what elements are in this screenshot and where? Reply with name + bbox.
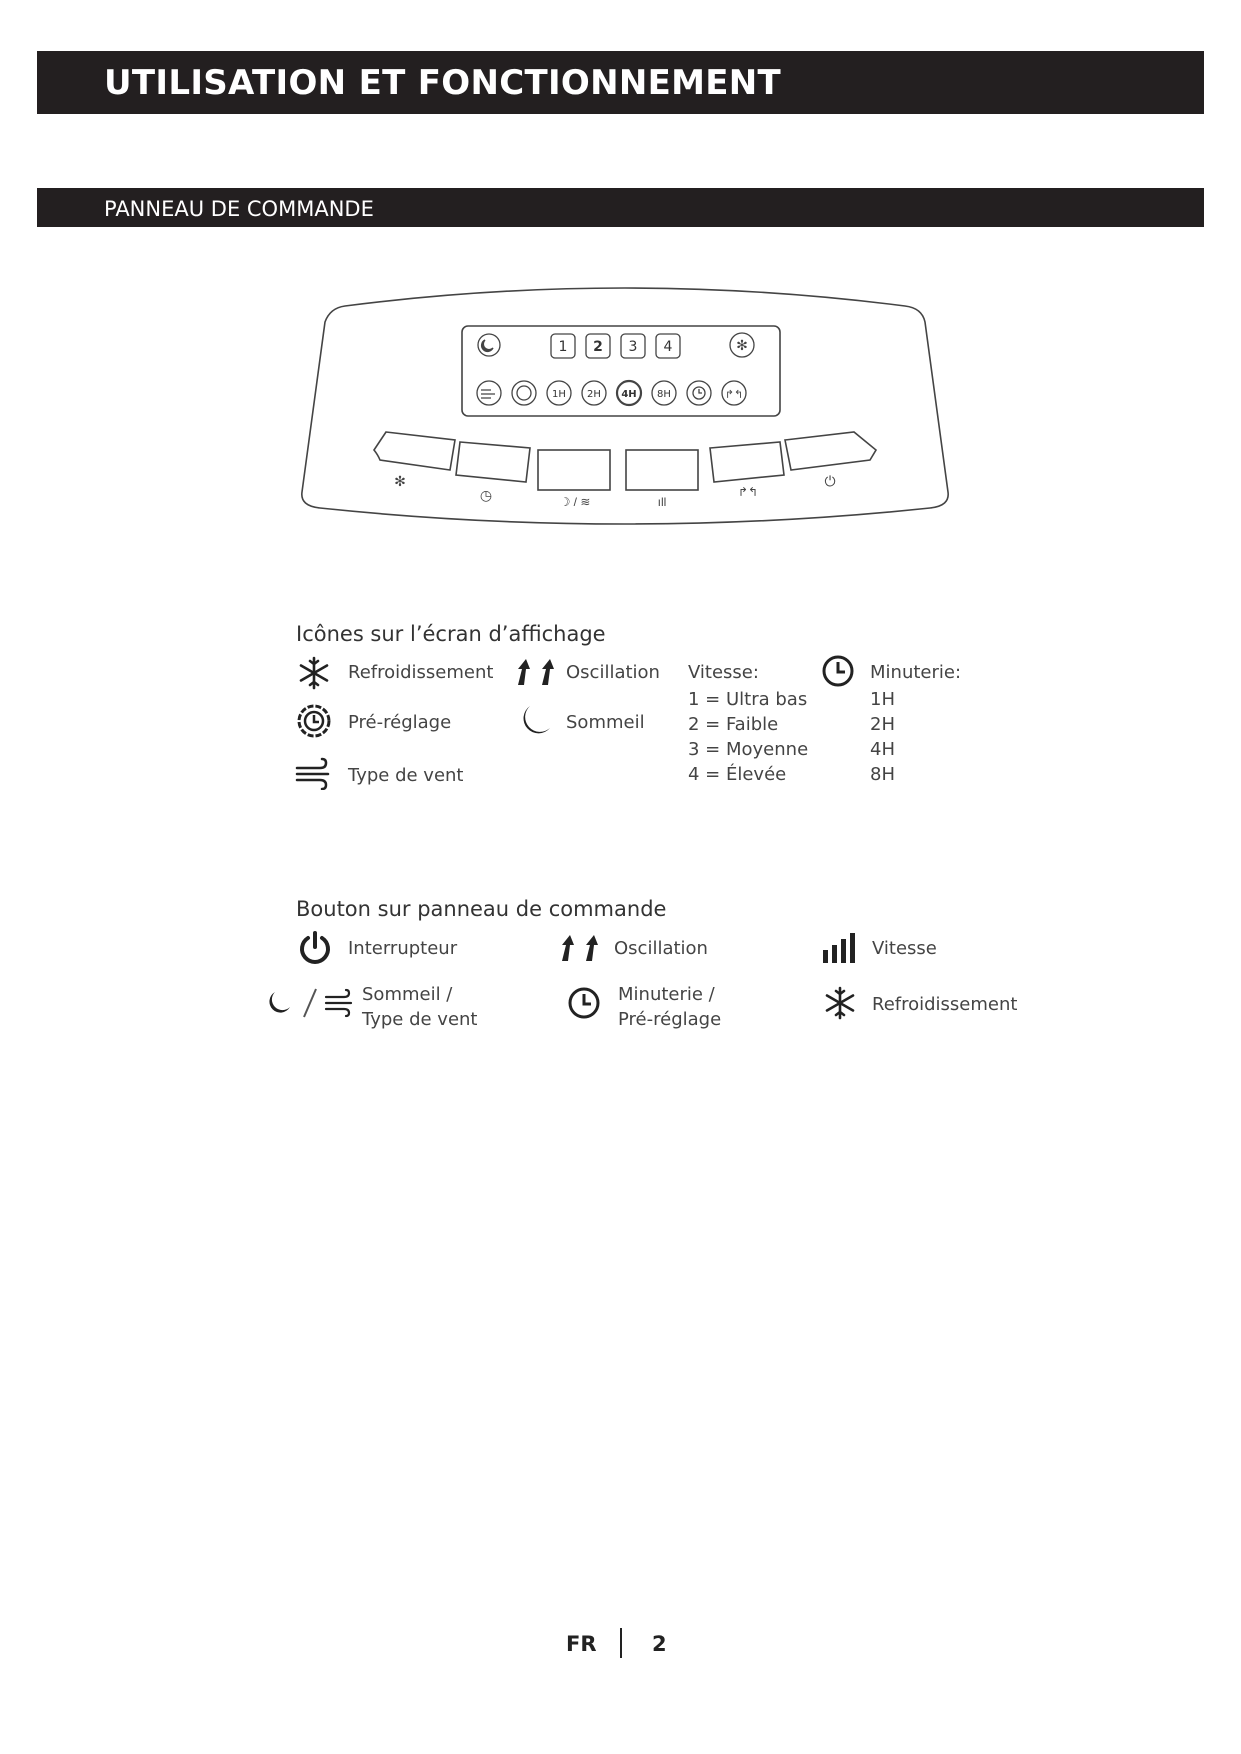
section-header <box>37 188 1204 227</box>
speed-button-label: Vitesse <box>872 938 937 959</box>
oscillation-button-icon <box>556 933 602 963</box>
speed-item: 2 = Faible <box>688 714 779 735</box>
cooling-button-label: Refroidissement <box>872 994 1018 1015</box>
speed-bars-icon <box>822 932 858 964</box>
display-timer-2h: 2H <box>587 389 601 400</box>
preset-icon <box>295 702 333 740</box>
snowflake-button-icon <box>822 985 858 1021</box>
wind-icon <box>294 756 334 790</box>
speed-title: Vitesse: <box>688 662 759 683</box>
svg-text:☽ / ≋: ☽ / ≋ <box>559 495 591 509</box>
power-icon <box>297 930 333 966</box>
sleep-wind-button-label: Sommeil / Type de vent <box>362 984 478 1030</box>
svg-text:◷: ◷ <box>479 487 493 503</box>
timer-item: 8H <box>870 764 895 785</box>
timer-icon <box>820 653 856 689</box>
cooling-label: Refroidissement <box>348 662 494 683</box>
preset-label: Pré-réglage <box>348 712 452 733</box>
control-panel-illustration <box>300 280 950 550</box>
page-number: 2 <box>652 1632 667 1656</box>
display-timer-8h: 8H <box>657 389 671 400</box>
timer-item: 1H <box>870 689 895 710</box>
timer-item: 2H <box>870 714 895 735</box>
display-speed-3: 3 <box>628 339 638 355</box>
moon-icon <box>516 702 554 740</box>
oscillation-button-label: Oscillation <box>614 938 708 959</box>
display-speed-2: 2 <box>593 339 603 355</box>
wind-type-label: Type de vent <box>348 765 464 786</box>
timer-preset-button-label: Minuterie / Pré-réglage <box>618 984 722 1030</box>
snowflake-icon <box>296 655 332 691</box>
power-button-label: Interrupteur <box>348 938 458 959</box>
footer-divider <box>620 1628 622 1658</box>
sleep-label: Sommeil <box>566 712 645 733</box>
svg-text:ıll: ıll <box>657 495 667 509</box>
svg-text:✻: ✻ <box>736 337 748 353</box>
display-timer-4h: 4H <box>621 389 637 400</box>
timer-title: Minuterie: <box>870 662 962 683</box>
buttons-heading: Bouton sur panneau de commande <box>296 897 667 921</box>
page-footer <box>560 1628 680 1664</box>
display-speed-4: 4 <box>663 339 673 355</box>
language-code: FR <box>566 1632 597 1656</box>
oscillation-label: Oscillation <box>566 662 660 683</box>
display-icons-heading: Icônes sur l’écran d’affichage <box>296 622 606 646</box>
page-title: UTILISATION ET FONCTIONNEMENT <box>104 63 782 103</box>
speed-item: 4 = Élevée <box>688 764 787 785</box>
oscillation-icon <box>512 657 558 687</box>
timer-list <box>870 687 895 787</box>
speed-item: 3 = Moyenne <box>688 739 809 760</box>
sleep-wind-icon <box>266 985 354 1021</box>
timer-button-icon <box>566 985 602 1021</box>
display-speed-1: 1 <box>558 339 568 355</box>
svg-text:⏻: ⏻ <box>824 473 836 489</box>
section-title: PANNEAU DE COMMANDE <box>104 197 374 221</box>
svg-text:↱↰: ↱↰ <box>737 485 759 499</box>
page-header <box>37 51 1204 114</box>
speed-item: 1 = Ultra bas <box>688 689 808 710</box>
svg-text:✻: ✻ <box>394 473 406 489</box>
speed-list <box>688 687 808 787</box>
timer-item: 4H <box>870 739 895 760</box>
svg-text:↱↰: ↱↰ <box>724 389 744 401</box>
display-timer-1h: 1H <box>552 389 566 400</box>
